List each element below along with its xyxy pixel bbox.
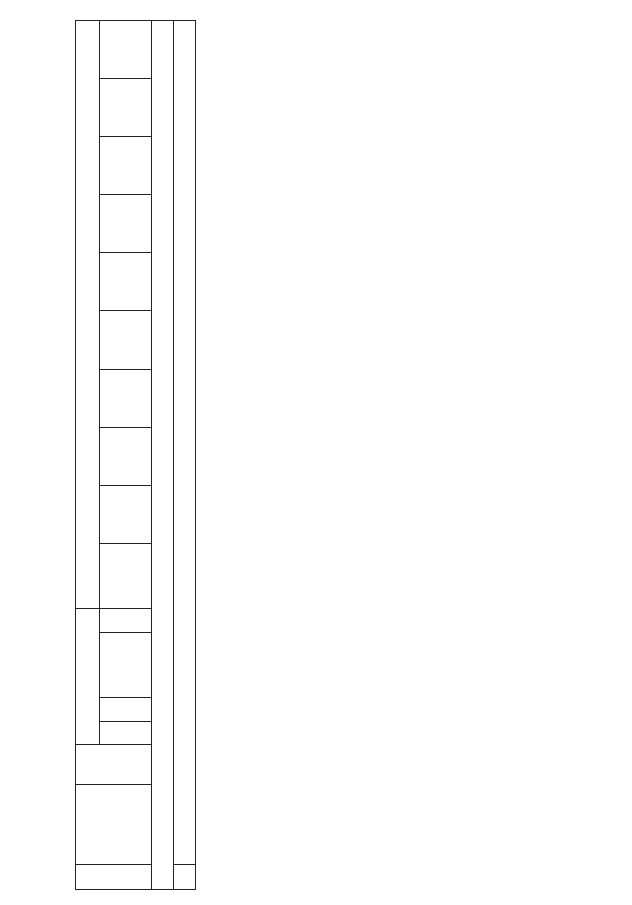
header-year [100, 311, 152, 369]
header-source [76, 744, 152, 784]
header-vr [100, 608, 152, 633]
header-year [100, 427, 152, 485]
header-year [100, 369, 152, 427]
header-year [100, 253, 152, 311]
header-year [100, 137, 152, 195]
header-year [100, 485, 152, 543]
header-csr [100, 633, 152, 698]
program-title [152, 21, 174, 890]
header-expenses-group [76, 21, 100, 609]
header-name [76, 785, 152, 865]
header-grbs [100, 722, 152, 744]
header-total [100, 543, 152, 608]
rotated-budget-table-container [75, 20, 615, 890]
header-year [100, 21, 152, 79]
budget-table [75, 20, 196, 890]
subprogram-title [174, 21, 196, 865]
header-year [100, 195, 152, 253]
header-rzpr [100, 697, 152, 722]
header-year [100, 79, 152, 137]
header-code-group [76, 608, 100, 744]
header-num [76, 865, 152, 890]
section-number [174, 865, 196, 890]
